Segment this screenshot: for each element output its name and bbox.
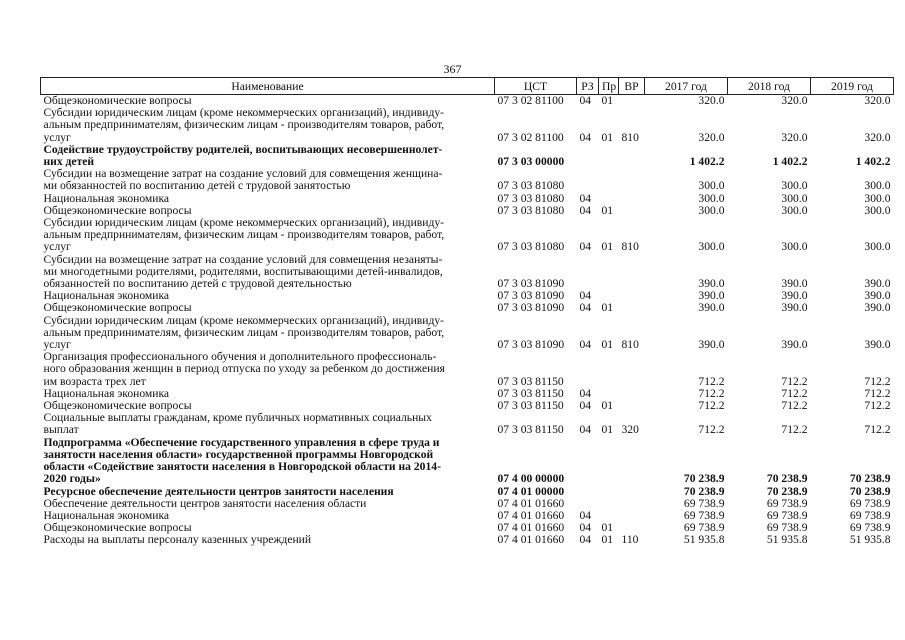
row-code: 07 4 00 00000 [497,472,565,486]
row-name: Субсидии юридическим лицам (кроме некоммерческих организаций), индивиду- альным предпринимателям, физическим лицам - производителям товаров, работ, услуг [43,313,445,352]
row-name: Расходы на выплаты персоналу казенных учреждений [43,533,312,547]
header-vr: ВР [619,78,645,95]
row-rz [577,486,599,498]
row-pr [599,437,619,486]
row-vr: 320 [621,423,639,437]
row-code: 07 4 01 01660 [497,521,565,535]
row-name: Подпрограмма «Обеспечение государственного управления в сфере труда и занятости населения области» государственной программы Новгородской области «Содействие занятости населения в Новгородской области на 2014- 2020 годы» [43,435,441,486]
row-name: Общеэкономические вопросы [43,399,192,413]
row-rz [577,168,599,192]
row-vr [619,388,645,400]
row-2017: 300.0 [698,240,725,254]
row-2017: 69 738.9 [683,508,725,522]
row-2017: 69 738.9 [683,521,725,535]
row-vr [619,498,645,510]
row-name: Общеэкономические вопросы [43,301,192,315]
row-2019: 712.2 [864,374,891,388]
row-vr: 810 [621,240,639,254]
row-2018: 390.0 [781,277,808,291]
row-2017: 300.0 [698,191,725,205]
row-2019: 712.2 [864,399,891,413]
header-2017: 2017 год [645,78,728,95]
row-2018: 390.0 [781,301,808,315]
header-2019: 2019 год [811,78,894,95]
row-rz: 04 [579,521,592,535]
header-code: ЦСТ [495,78,577,95]
row-2017: 1 402.2 [689,155,725,169]
row-2018: 300.0 [781,240,808,254]
row-2017: 712.2 [698,423,725,437]
row-code: 07 3 03 81080 [497,240,565,254]
row-vr [619,144,645,168]
row-vr [619,193,645,205]
row-pr: 01 [601,240,614,254]
row-pr: 01 [601,533,614,547]
row-name: Национальная экономика [43,386,170,400]
row-rz: 04 [579,508,592,522]
row-code: 07 3 03 00000 [497,155,565,169]
row-2019: 69 738.9 [849,521,891,535]
row-pr [599,498,619,510]
row-code: 07 3 02 81100 [497,130,564,144]
row-name: Общеэкономические вопросы [43,94,192,107]
table-row [41,302,894,314]
row-pr: 01 [601,94,614,107]
table-row [41,193,894,205]
row-2017: 300.0 [698,203,725,217]
row-rz: 04 [579,289,592,303]
budget-table [40,77,894,547]
row-2017: 70 238.9 [683,484,725,498]
table-row [41,107,894,144]
row-2019: 300.0 [864,203,891,217]
row-2019: 70 238.9 [849,472,891,486]
row-code: 07 3 03 81090 [497,301,565,315]
row-rz: 04 [579,301,592,315]
row-2019: 300.0 [864,179,891,193]
row-2017: 390.0 [698,289,725,303]
row-2019: 69 738.9 [849,508,891,522]
row-2019: 300.0 [864,240,891,254]
row-name: Общеэкономические вопросы [43,203,192,217]
row-rz: 04 [579,191,592,205]
page-number: 367 [443,62,462,76]
header-name: Наименование [41,78,495,95]
row-name: Обеспечение деятельности центров занятости населения области [43,496,367,510]
row-rz: 04 [579,338,592,352]
row-name: Субсидии на возмещение затрат на создание условий для совмещения женщина- ми обязанностей по воспитанию детей с трудовой занятостью [43,167,443,193]
row-rz [577,254,599,291]
row-2018: 1 402.2 [772,155,808,169]
row-2017: 320.0 [698,94,725,107]
row-2019: 390.0 [864,338,891,352]
row-2017: 712.2 [698,399,725,413]
row-rz: 04 [579,203,592,217]
row-2019: 712.2 [864,423,891,437]
row-vr [619,95,645,108]
row-2018: 69 738.9 [766,508,808,522]
row-2019: 320.0 [864,130,891,144]
row-vr [619,302,645,314]
table-row [41,351,894,388]
row-rz [577,351,599,388]
row-2017: 51 935.8 [683,533,725,547]
table-row [41,437,894,486]
table-row [41,412,894,436]
row-name: Содействие трудоустройству родителей, воспитывающих несовершеннолет- них детей [43,142,443,169]
row-rz: 04 [579,423,592,437]
row-2017: 712.2 [698,374,725,388]
row-vr [619,351,645,388]
table-row [41,254,894,291]
row-vr: 810 [621,130,639,144]
table-row [41,217,894,254]
header-pr: Пр [599,78,619,95]
row-2019: 390.0 [864,301,891,315]
row-vr [619,168,645,192]
row-pr [599,254,619,291]
row-2019: 69 738.9 [849,496,891,510]
row-2017: 390.0 [698,277,725,291]
row-2017: 69 738.9 [683,496,725,510]
row-rz [577,437,599,486]
header-rz: РЗ [577,78,599,95]
row-2018: 70 238.9 [766,484,808,498]
row-name: Национальная экономика [43,289,170,303]
row-vr [619,486,645,498]
row-2017: 390.0 [698,338,725,352]
row-code: 07 3 03 81090 [497,338,565,352]
row-name: Социальные выплаты гражданам, кроме публичных нормативных социальных выплат [43,411,432,437]
row-code: 07 3 03 81080 [497,179,565,193]
row-name: Национальная экономика [43,191,170,205]
row-pr: 01 [601,521,614,535]
table-row [41,168,894,192]
row-2018: 69 738.9 [766,521,808,535]
row-vr [619,205,645,217]
row-2018: 390.0 [781,338,808,352]
table-row [41,315,894,352]
row-rz [577,144,599,168]
row-pr: 01 [601,399,614,413]
row-2018: 51 935.8 [766,533,808,547]
row-2019: 320.0 [864,94,891,107]
row-rz: 04 [579,533,592,547]
row-2018: 320.0 [781,130,808,144]
row-vr: 810 [621,338,639,352]
row-2017: 300.0 [698,179,725,193]
row-code: 07 3 03 81150 [497,399,564,413]
row-2018: 300.0 [781,191,808,205]
row-2019: 70 238.9 [849,484,891,498]
row-code: 07 4 01 01660 [497,533,565,547]
row-2018: 712.2 [781,423,808,437]
header-2018: 2018 год [728,78,811,95]
row-pr [599,193,619,205]
row-pr [599,168,619,192]
row-2018: 69 738.9 [766,496,808,510]
table-header-row [41,78,894,95]
row-2019: 1 402.2 [855,155,891,169]
row-pr: 01 [601,130,614,144]
table-row [41,144,894,168]
row-2019: 51 935.8 [849,533,891,547]
row-2017: 320.0 [698,130,725,144]
row-2018: 712.2 [781,399,808,413]
row-2019: 390.0 [864,277,891,291]
row-vr: 110 [621,533,639,547]
table-row [41,486,894,498]
row-vr [619,254,645,291]
row-pr [599,486,619,498]
row-name: Организация профессионального обучения и дополнительного профессиональ- ного образования женщин в период отпуска по уходу за ребенком до достижения им возраста трех лет [43,350,445,388]
row-2018: 712.2 [781,374,808,388]
row-name: Субсидии на возмещение затрат на создание условий для совмещения незаняты- ми многодетными родителями, родителями, воспитывающими детей-инвалидов, обязанностей по воспитанию детей с трудовой деятельностью [43,252,443,291]
row-2019: 390.0 [864,289,891,303]
row-pr [599,144,619,168]
row-code: 07 3 02 81100 [497,94,564,107]
row-rz: 04 [579,94,592,107]
row-2017: 712.2 [698,386,725,400]
row-code: 07 4 01 01660 [497,508,565,522]
row-rz: 04 [579,386,592,400]
row-2018: 70 238.9 [766,472,808,486]
row-vr [619,437,645,486]
row-code: 07 4 01 00000 [497,484,565,498]
row-pr: 01 [601,423,614,437]
row-rz: 04 [579,130,592,144]
row-2018: 300.0 [781,203,808,217]
row-vr [619,400,645,412]
row-rz: 04 [579,240,592,254]
row-code: 07 3 03 81150 [497,423,564,437]
row-2017: 70 238.9 [683,472,725,486]
row-2018: 300.0 [781,179,808,193]
row-vr [619,290,645,302]
row-vr [619,510,645,522]
row-2017: 390.0 [698,301,725,315]
row-2018: 320.0 [781,94,808,107]
row-code: 07 3 03 81080 [497,191,565,205]
row-code: 07 3 03 81150 [497,374,564,388]
row-name: Ресурсное обеспечение деятельности центров занятости населения [43,484,394,498]
row-code: 07 3 03 81090 [497,277,565,291]
row-2019: 300.0 [864,191,891,205]
row-code: 07 4 01 01660 [497,496,565,510]
row-pr: 01 [601,203,614,217]
row-pr: 01 [601,338,614,352]
row-name: Субсидии юридическим лицам (кроме некоммерческих организаций), индивиду- альным предпринимателям, физическим лицам - производителям товаров, работ, услуг [43,106,445,144]
row-name: Общеэкономические вопросы [43,521,192,535]
row-2018: 390.0 [781,289,808,303]
row-code: 07 3 03 81150 [497,386,564,400]
row-2018: 712.2 [781,386,808,400]
row-pr [599,351,619,388]
row-rz: 04 [579,399,592,413]
row-name: Субсидии юридическим лицам (кроме некоммерческих организаций), индивиду- альным предпринимателям, физическим лицам - производителям товаров, работ, услуг [43,216,445,254]
row-name: Национальная экономика [43,508,170,522]
row-code: 07 3 03 81090 [497,289,565,303]
row-code: 07 3 03 81080 [497,203,565,217]
row-2019: 712.2 [864,386,891,400]
table-row [41,534,894,546]
row-pr: 01 [601,301,614,315]
